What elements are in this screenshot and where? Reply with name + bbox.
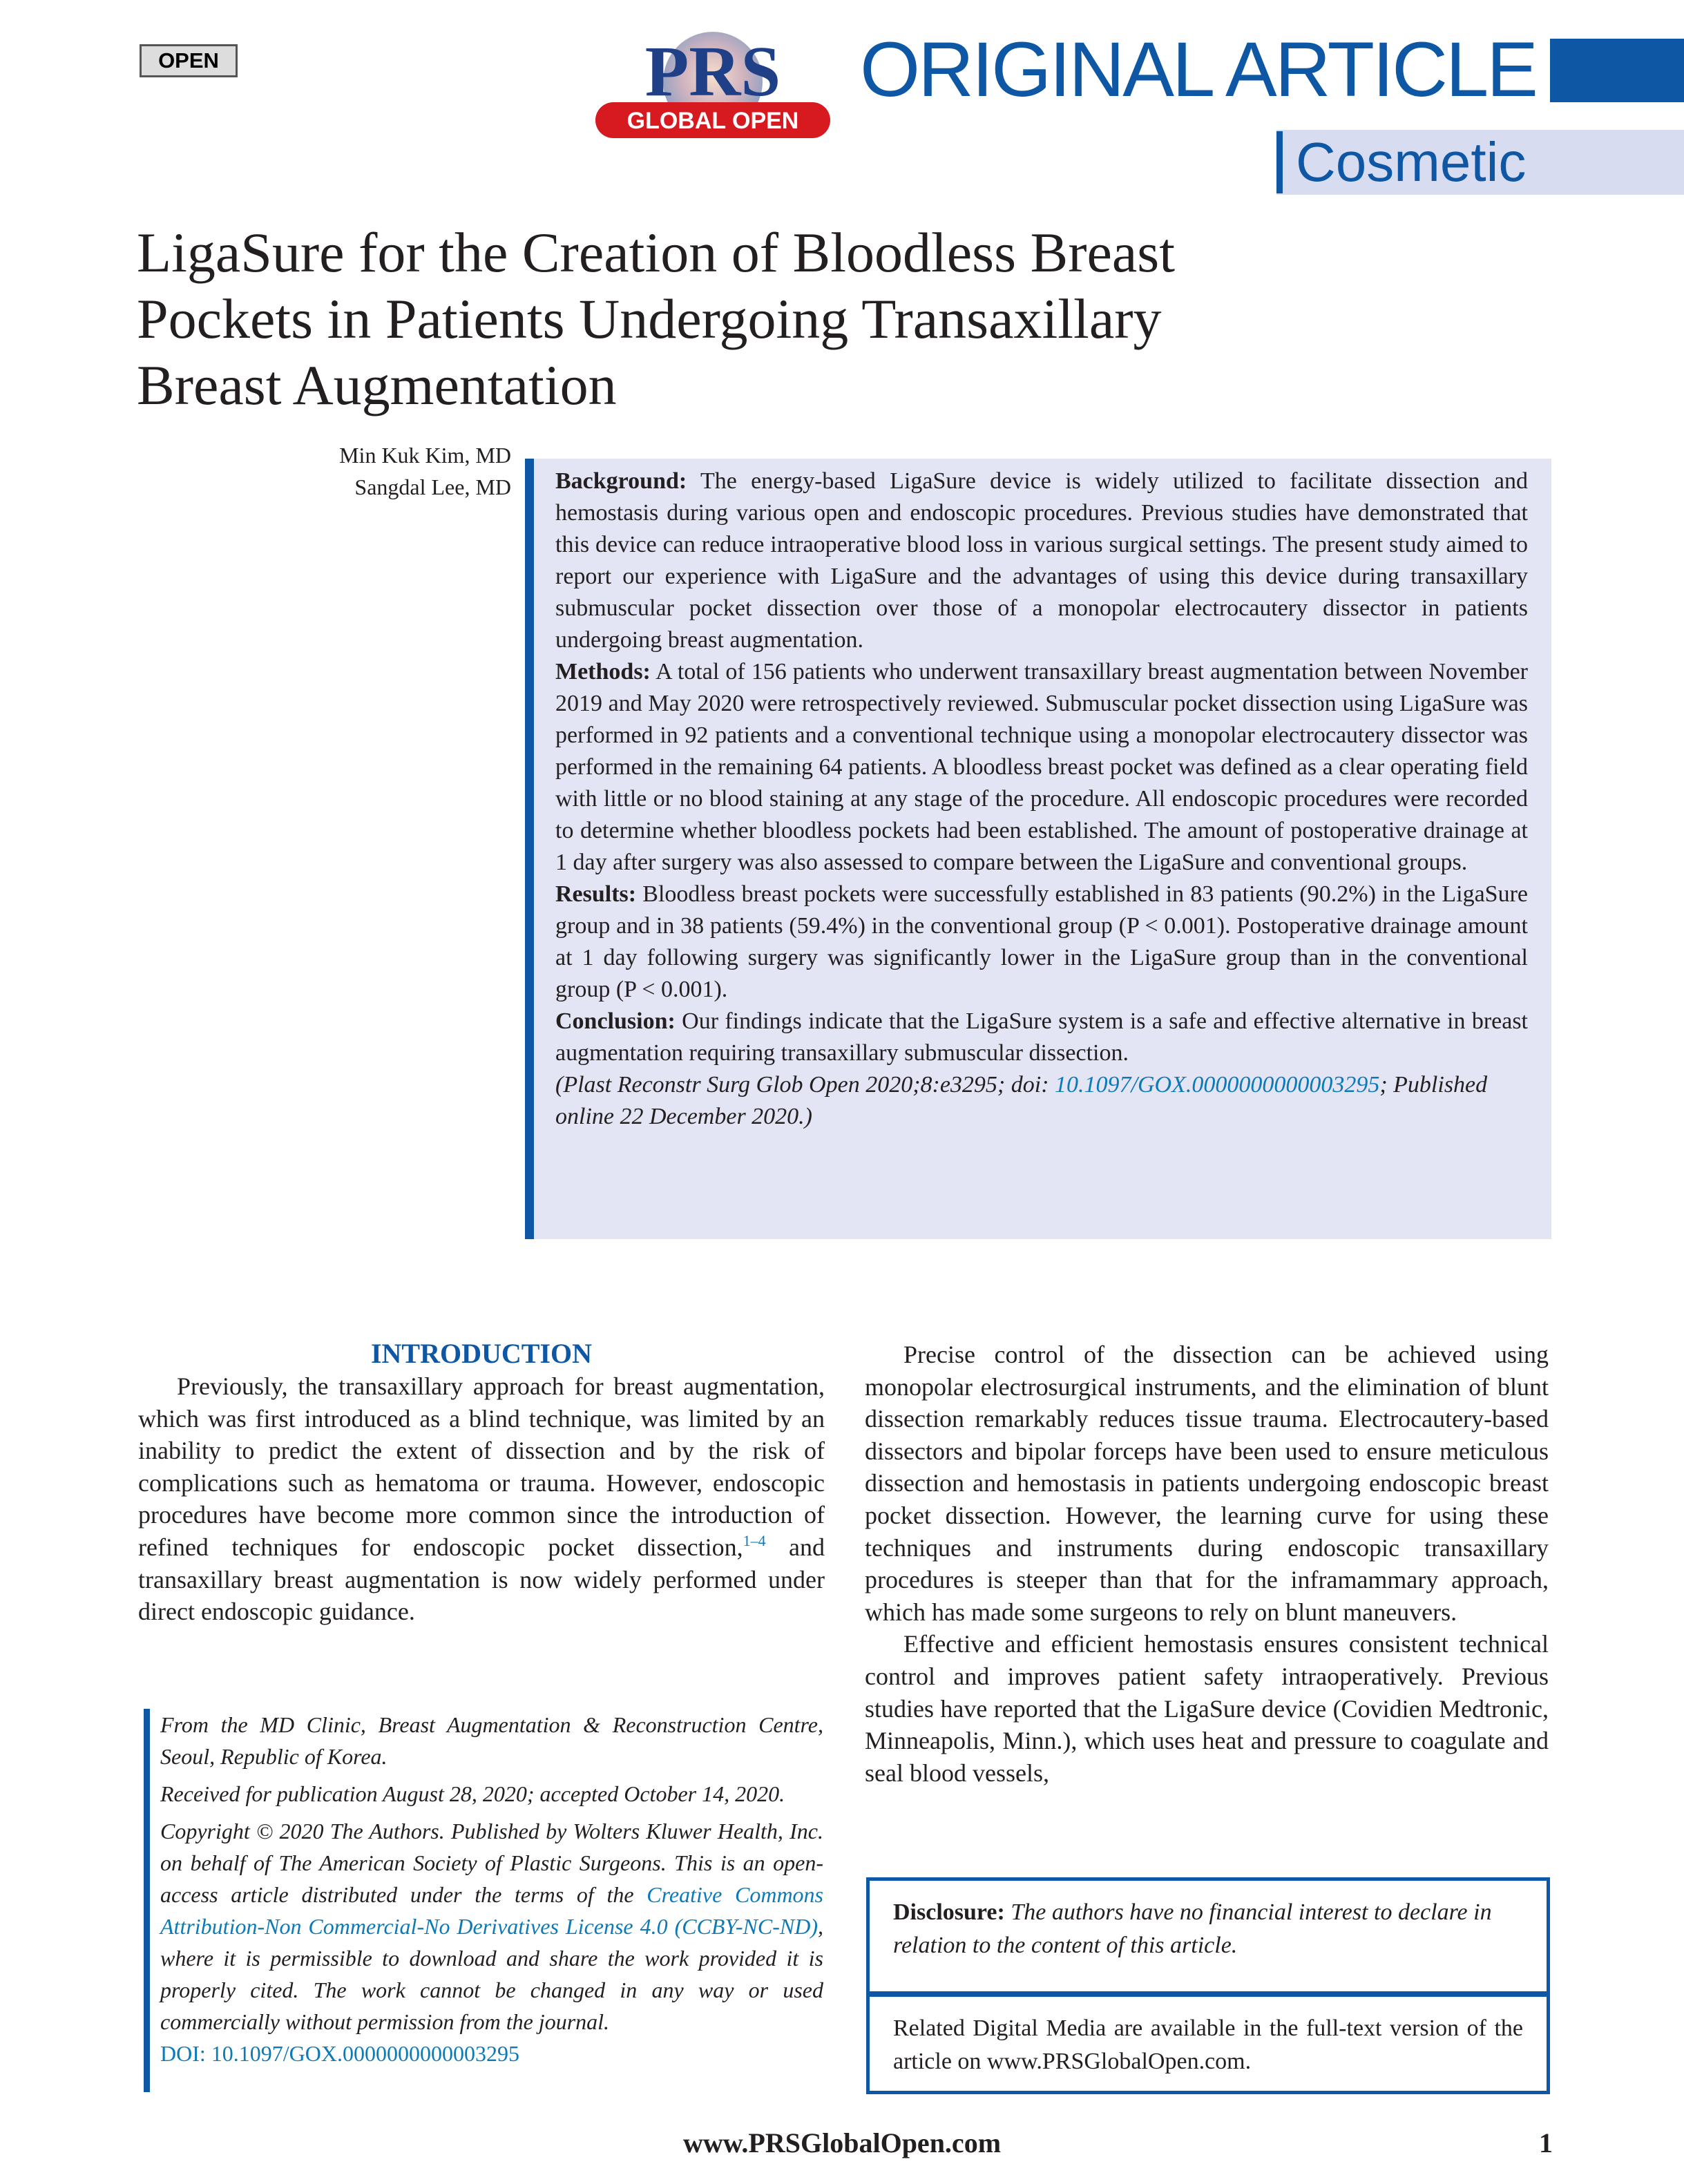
logo-sub-text: GLOBAL OPEN	[626, 108, 799, 134]
title-line: Breast Augmentation	[137, 354, 617, 416]
affiliation-copyright	[160, 1815, 823, 2038]
abstract-body: Our findings indicate that the LigaSure system is a safe and effective alternative in breast augmentation requiring transaxillary submuscular dissection.	[555, 1008, 1528, 1066]
body-paragraph: Effective and efficient hemostasis ensures consistent technical control and improves patient safety intraoperatively. Previous studies have reported that the LigaSure device (Covidien Medtronic, Minneapolis, Minn.), which uses heat and pressure to coagulate and seal blood vessels,	[865, 1630, 1549, 1787]
abstract-label: Background:	[555, 468, 687, 494]
citation-doi-link[interactable]: 10.1097/GOX.0000000000003295	[1055, 1072, 1380, 1098]
open-access-badge: OPEN	[140, 44, 238, 77]
disclosure-box	[866, 1877, 1550, 1995]
abstract-results	[555, 879, 1528, 1006]
logo-main-text: PRS	[644, 32, 781, 111]
citation-text: ; Published online 22 December 2020.)	[555, 1072, 1488, 1129]
abstract-body: The energy-based LigaSure device is widely utilized to facilitate dissection and hemostasis during various open and endoscopic procedures. Previous studies have demonstrated that this device can reduce intraoperative blood loss in various surgical settings. The present study aimed to report our experience with LigaSure and the advantages of using this device during transaxillary submuscular pocket dissection over those of a monopolar electrocautery dissector in patients undergoing breast augmentation.	[555, 468, 1528, 653]
abstract-label: Conclusion:	[555, 1008, 676, 1034]
copyright-text: Copyright © 2020 The Authors. Published by Wolters Kluwer Health, Inc. on behalf of The American Society of Plastic Surgeons. This is an open-access article distributed under the terms of the	[160, 1819, 823, 1907]
article-title	[137, 220, 1449, 419]
abstract-conclusion	[555, 1006, 1528, 1069]
affiliation-note-bar	[144, 1709, 150, 2092]
affiliation-received: Received for publication August 28, 2020; accepted October 14, 2020.	[160, 1781, 785, 1806]
header-accent-block	[1550, 39, 1684, 102]
section-label-bar	[1276, 131, 1283, 193]
title-line: Pockets in Patients Undergoing Transaxillary	[137, 287, 1162, 350]
left-column	[138, 1370, 825, 1628]
abstract-methods	[555, 656, 1528, 879]
affiliation-from: From the MD Clinic, Breast Augmentation & Reconstruction Centre, Seoul, Republic of Korea.	[160, 1712, 823, 1769]
author-name: Min Kuk Kim, MD	[339, 443, 511, 468]
introduction-heading: INTRODUCTION	[370, 1338, 593, 1369]
article-doi-link[interactable]: DOI: 10.1097/GOX.0000000000003295	[160, 2041, 519, 2066]
author-name: Sangdal Lee, MD	[354, 475, 511, 499]
body-paragraph	[138, 1370, 825, 1628]
abstract	[555, 466, 1528, 1133]
affiliation-note	[160, 1709, 823, 2069]
reference-link[interactable]: 1–4	[743, 1531, 766, 1549]
journal-logo-icon	[595, 26, 830, 144]
article-type-label: ORIGINAL ARTICLE	[860, 26, 1536, 113]
disclosure-text: The authors have no financial interest to declare in relation to the content of this article.	[893, 1899, 1492, 1958]
disclosure-label: Disclosure:	[893, 1899, 1005, 1925]
abstract-citation	[555, 1069, 1528, 1133]
right-column	[865, 1339, 1549, 1789]
abstract-label: Methods:	[555, 659, 651, 684]
page-number: 1	[1539, 2127, 1553, 2158]
body-text: Previously, the transaxillary approach for breast augmentation, which was first introduced as a blind technique, was limited by an inability to predict the extent of dissection and by the risk of complications such as hematoma or trauma. However, endoscopic procedures have become more common since the introduction of refined techniques for endoscopic pocket dissection,	[138, 1372, 825, 1561]
body-text: and transaxillary breast augmentation is now widely performed under direct endoscopic guidance.	[138, 1533, 825, 1626]
abstract-label: Results:	[555, 881, 637, 907]
abstract-body: Bloodless breast pockets were successfully established in 83 patients (90.2%) in the LigaSure group and in 38 patients (59.4%) in the conventional group (P < 0.001). Postoperative drainage amount at 1 day following surgery was significantly lower in the LigaSure group than in the conventional group (P < 0.001).	[555, 881, 1528, 1002]
related-media-box	[866, 1993, 1550, 2094]
copyright-text: , where it is permissible to download and share the work provided it is properly cited. The work cannot be changed in any way or used commercially without permission from the journal.	[160, 1914, 823, 2034]
author-list	[207, 439, 511, 503]
related-media-text: Related Digital Media are available in the full-text version of the article on www.PRSGlobalOpen.com.	[893, 2015, 1523, 2074]
abstract-body: A total of 156 patients who underwent transaxillary breast augmentation between November 2019 and May 2020 were retrospectively reviewed. Submuscular pocket dissection using LigaSure was performed in 92 patients and a conventional technique using a monopolar electrocautery dissector was performed in the remaining 64 patients. A bloodless breast pocket was defined as a clear operating field with little or no blood staining at any stage of the procedure. All endoscopic procedures were recorded to determine whether bloodless pockets had been established. The amount of postoperative drainage at 1 day after surgery was also assessed to compare between the LigaSure and conventional groups.	[555, 659, 1528, 875]
body-paragraph: Precise control of the dissection can be achieved using monopolar electrosurgical instruments, and the elimination of blunt dissection remarkably reduces tissue trauma. Electrocautery-based dissectors and bipolar forceps have been used to ensure meticulous dissection and hemostasis in patients undergoing endoscopic breast pocket dissection. However, the learning curve for using these techniques and instruments during endoscopic transaxillary procedures is steeper than that for the inframammary approach, which has made some surgeons to rely on blunt maneuvers.	[865, 1341, 1549, 1626]
license-link[interactable]: Creative Commons Attribution-Non Commercial-No Derivatives License 4.0 (CCBY-NC-ND)	[160, 1882, 824, 1939]
footer-url[interactable]: www.PRSGlobalOpen.com	[682, 2127, 1002, 2158]
citation-text: (Plast Reconstr Surg Glob Open 2020;8:e3295; doi:	[555, 1072, 1055, 1098]
title-line: LigaSure for the Creation of Bloodless Breast	[137, 221, 1175, 284]
prs-global-open-logo	[595, 26, 830, 144]
section-label: Cosmetic	[1296, 131, 1527, 193]
abstract-background	[555, 466, 1528, 656]
